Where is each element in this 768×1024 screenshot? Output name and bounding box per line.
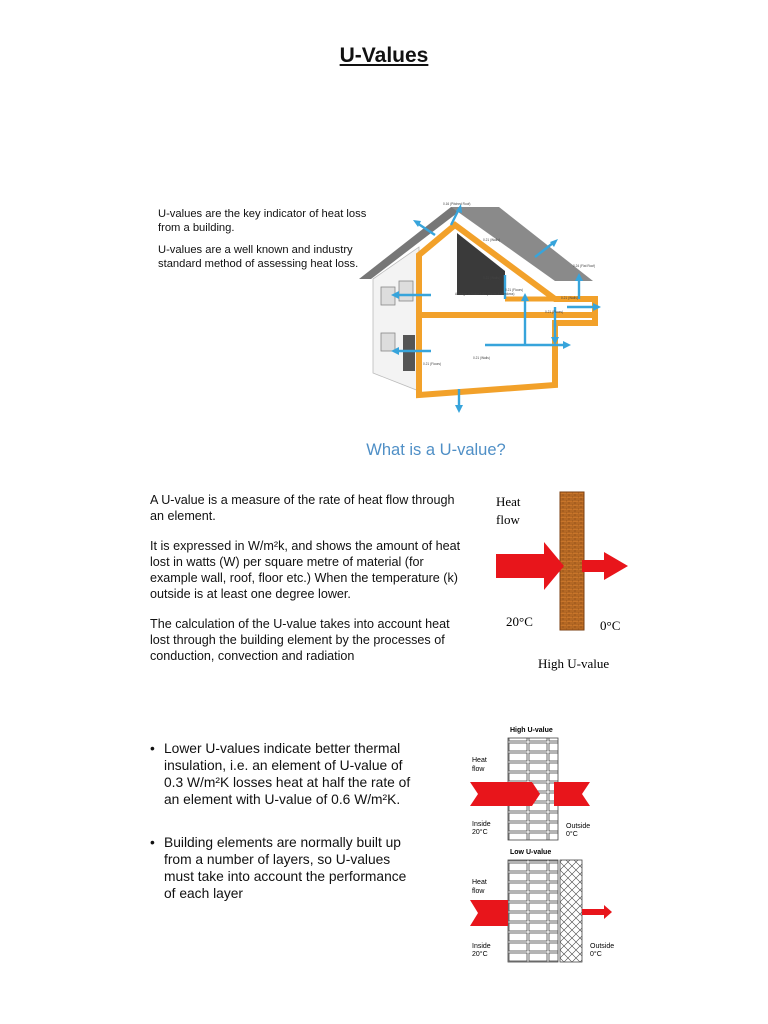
label-walls-right: 0.21 (Walls) xyxy=(561,296,578,300)
flow-label-high: flow xyxy=(472,766,485,773)
inside-temp-low: 20°C xyxy=(472,951,488,958)
low-heat-arrow-in xyxy=(470,900,508,926)
heat-arrow-inside xyxy=(496,542,564,590)
window-lower-1 xyxy=(381,333,395,351)
heat-flow-label-2: flow xyxy=(496,512,520,527)
bullet-item-2: • Building elements are normally built up from a number of layers, so U-values must take into account the performance of each layer xyxy=(150,834,420,902)
inside-label-low: Inside xyxy=(472,943,491,950)
low-u-wall xyxy=(508,860,558,962)
bullet-list xyxy=(150,740,420,920)
flow-label-low: flow xyxy=(472,888,485,895)
label-floor-upper: 0.21 (Floors) xyxy=(505,288,524,292)
high-u-value-title: High U-value xyxy=(510,727,553,734)
definition-paragraph-3: The calculation of the U-value takes into account heat lost through the building element by the processes of conduction, convection and radiation xyxy=(150,617,450,663)
section-heading: What is a U-value? xyxy=(366,441,506,459)
outside-temperature: 0°C xyxy=(600,618,621,633)
heat-arrow-outside xyxy=(582,552,628,580)
inside-temperature: 20°C xyxy=(506,614,533,629)
brick-wall xyxy=(560,492,584,630)
label-walls-top: 0.21 (Walls) xyxy=(483,238,500,242)
high-heat-arrow-out xyxy=(554,782,590,806)
low-heat-arrow-out xyxy=(582,905,612,919)
label-floor-ground: 0.21 (Floors) xyxy=(423,362,442,366)
heat-label-low: Heat xyxy=(472,879,487,886)
outside-label-high: Outside xyxy=(566,823,591,830)
inside-temp-high: 20°C xyxy=(472,829,488,836)
outside-label-low: Outside xyxy=(590,943,615,950)
outside-temp-high: 0°C xyxy=(566,831,578,838)
label-floors-right: 0.21 (Floors) xyxy=(545,310,564,314)
window-upper-2 xyxy=(399,281,413,301)
low-u-value-title: Low U-value xyxy=(510,849,552,856)
label-windows: Average U-Value 1.60 (Doors & Windows) xyxy=(455,292,515,296)
bullet-text-2: Building elements are normally built up from a number of layers, so U-values must take into account the performance of each layer xyxy=(164,835,407,901)
diagram-caption: High U-value xyxy=(538,656,610,671)
heat-flow-label-1: Heat xyxy=(496,494,521,509)
label-walls-low: 0.21 (Walls) xyxy=(473,356,490,360)
window-upper-1 xyxy=(381,287,395,305)
label-walls-mid: 0.21 (Walls) xyxy=(483,276,500,280)
intro-paragraph-2: U-values are a well known and industry standard method of assessing heat loss. xyxy=(158,244,359,270)
intro-paragraph-1: U-values are the key indicator of heat loss from a building. xyxy=(158,208,367,234)
section-frame xyxy=(419,225,595,395)
house-heat-loss-illustration xyxy=(355,195,617,417)
heat-flow-wall-diagram xyxy=(488,490,638,680)
heat-label-high: Heat xyxy=(472,757,487,764)
inside-label-high: Inside xyxy=(472,821,491,828)
door xyxy=(403,335,415,371)
insulation-layer xyxy=(560,860,582,962)
high-heat-arrow-in xyxy=(470,782,540,806)
bullet-item-1: • Lower U-values indicate better thermal insulation, i.e. an element of U-value of 0.3 W/m²K losses heat at half the rate of an element with U-value of 0.6 W/m²K. xyxy=(150,740,420,808)
label-flat-roof: 0.24 (Flat Roof) xyxy=(573,264,596,268)
u-value-layers-diagram xyxy=(468,722,628,964)
bullet-text-1: Lower U-values indicate better thermal insulation, i.e. an element of U-value of 0.3 W/m²K losses heat at half the rate of an element with U-value of 0.6 W/m²K. xyxy=(164,741,411,807)
outside-temp-low: 0°C xyxy=(590,951,602,958)
label-pitched-roof: 0.16 (Pitched Roof) xyxy=(443,202,471,206)
definition-paragraph-1: A U-value is a measure of the rate of heat flow through an element. xyxy=(150,493,455,523)
page-title: U-Values xyxy=(339,44,429,67)
definition-paragraph-2: It is expressed in W/m²k, and shows the amount of heat lost in watts (W) per square metre of material (for example wall, roof, floor etc.) When the temperature (k) outside is at least one degree lower. xyxy=(150,539,461,601)
definition-text xyxy=(150,492,470,672)
intro-text xyxy=(158,207,368,279)
